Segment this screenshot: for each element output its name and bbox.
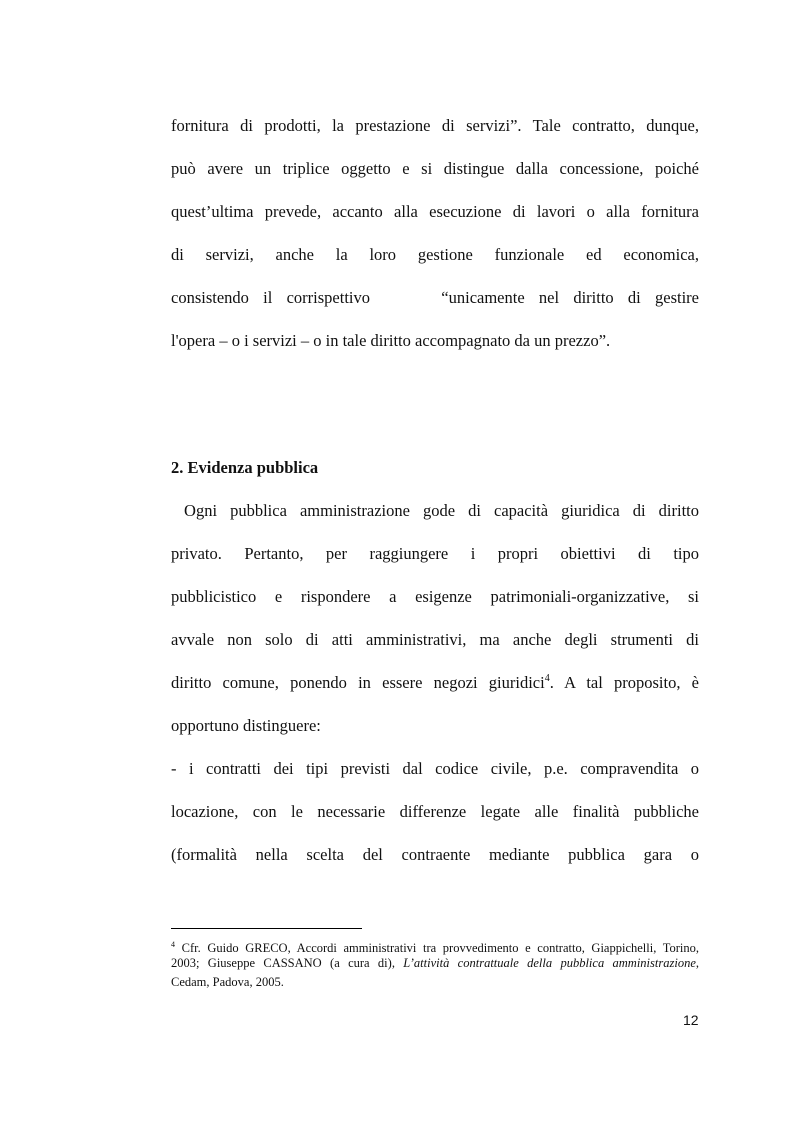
page-number: 12 bbox=[683, 1012, 699, 1028]
body-line: avvale non solo di atti amministrativi, ma anche degli strumenti di bbox=[171, 630, 699, 649]
body-line: privato. Pertanto, per raggiungere i propri obiettivi di tipo bbox=[171, 544, 699, 563]
footnote-number: 4 bbox=[171, 940, 175, 949]
body-line: quest’ultima prevede, accanto alla esecuzione di lavori o alla fornitura bbox=[171, 202, 699, 221]
body-line: opportuno distinguere: bbox=[171, 716, 321, 735]
footnote-text: , bbox=[695, 956, 699, 970]
footnote-line: Cedam, Padova, 2005. bbox=[171, 975, 284, 989]
body-line-with-footnote-ref bbox=[171, 673, 699, 693]
body-line-text: . A tal proposito, è bbox=[549, 673, 699, 692]
footnote-reference[interactable]: 4 bbox=[544, 673, 550, 684]
footnote-separator bbox=[171, 928, 362, 929]
body-line: fornitura di prodotti, la prestazione di servizi”. Tale contratto, dunque, bbox=[171, 116, 699, 135]
footnote-text: 2003; Giuseppe CASSANO (a cura di), bbox=[171, 956, 404, 970]
footnote-title: L’attività contrattuale della pubblica amministrazione bbox=[403, 956, 696, 970]
body-line: l'opera – o i servizi – o in tale diritto accompagnato da un prezzo”. bbox=[171, 331, 611, 350]
body-line: può avere un triplice oggetto e si distingue dalla concessione, poiché bbox=[171, 159, 699, 178]
body-line bbox=[171, 288, 699, 308]
body-line: locazione, con le necessarie differenze legate alle finalità pubbliche bbox=[171, 802, 699, 821]
body-line-text: consistendo il corrispettivo “unicamente nel diritto di gestire bbox=[171, 288, 699, 307]
body-line: - i contratti dei tipi previsti dal codice civile, p.e. compravendita o bbox=[171, 759, 699, 778]
body-line: pubblicistico e rispondere a esigenze patrimoniali-organizzative, si bbox=[171, 587, 699, 606]
footnote-line bbox=[171, 954, 699, 973]
body-line: Ogni pubblica amministrazione gode di capacità giuridica di diritto bbox=[171, 501, 699, 520]
body-line: di servizi, anche la loro gestione funzionale ed economica, bbox=[171, 245, 699, 264]
footnote-text: Cfr. Guido GRECO, Accordi amministrativi tra provvedimento e contratto, Giappichelli, Torino, bbox=[181, 941, 700, 955]
body-line: (formalità nella scelta del contraente mediante pubblica gara o bbox=[171, 845, 699, 864]
body-line-text: diritto comune, ponendo in essere negozi giuridici bbox=[171, 673, 545, 692]
section-heading: 2. Evidenza pubblica bbox=[171, 458, 319, 477]
